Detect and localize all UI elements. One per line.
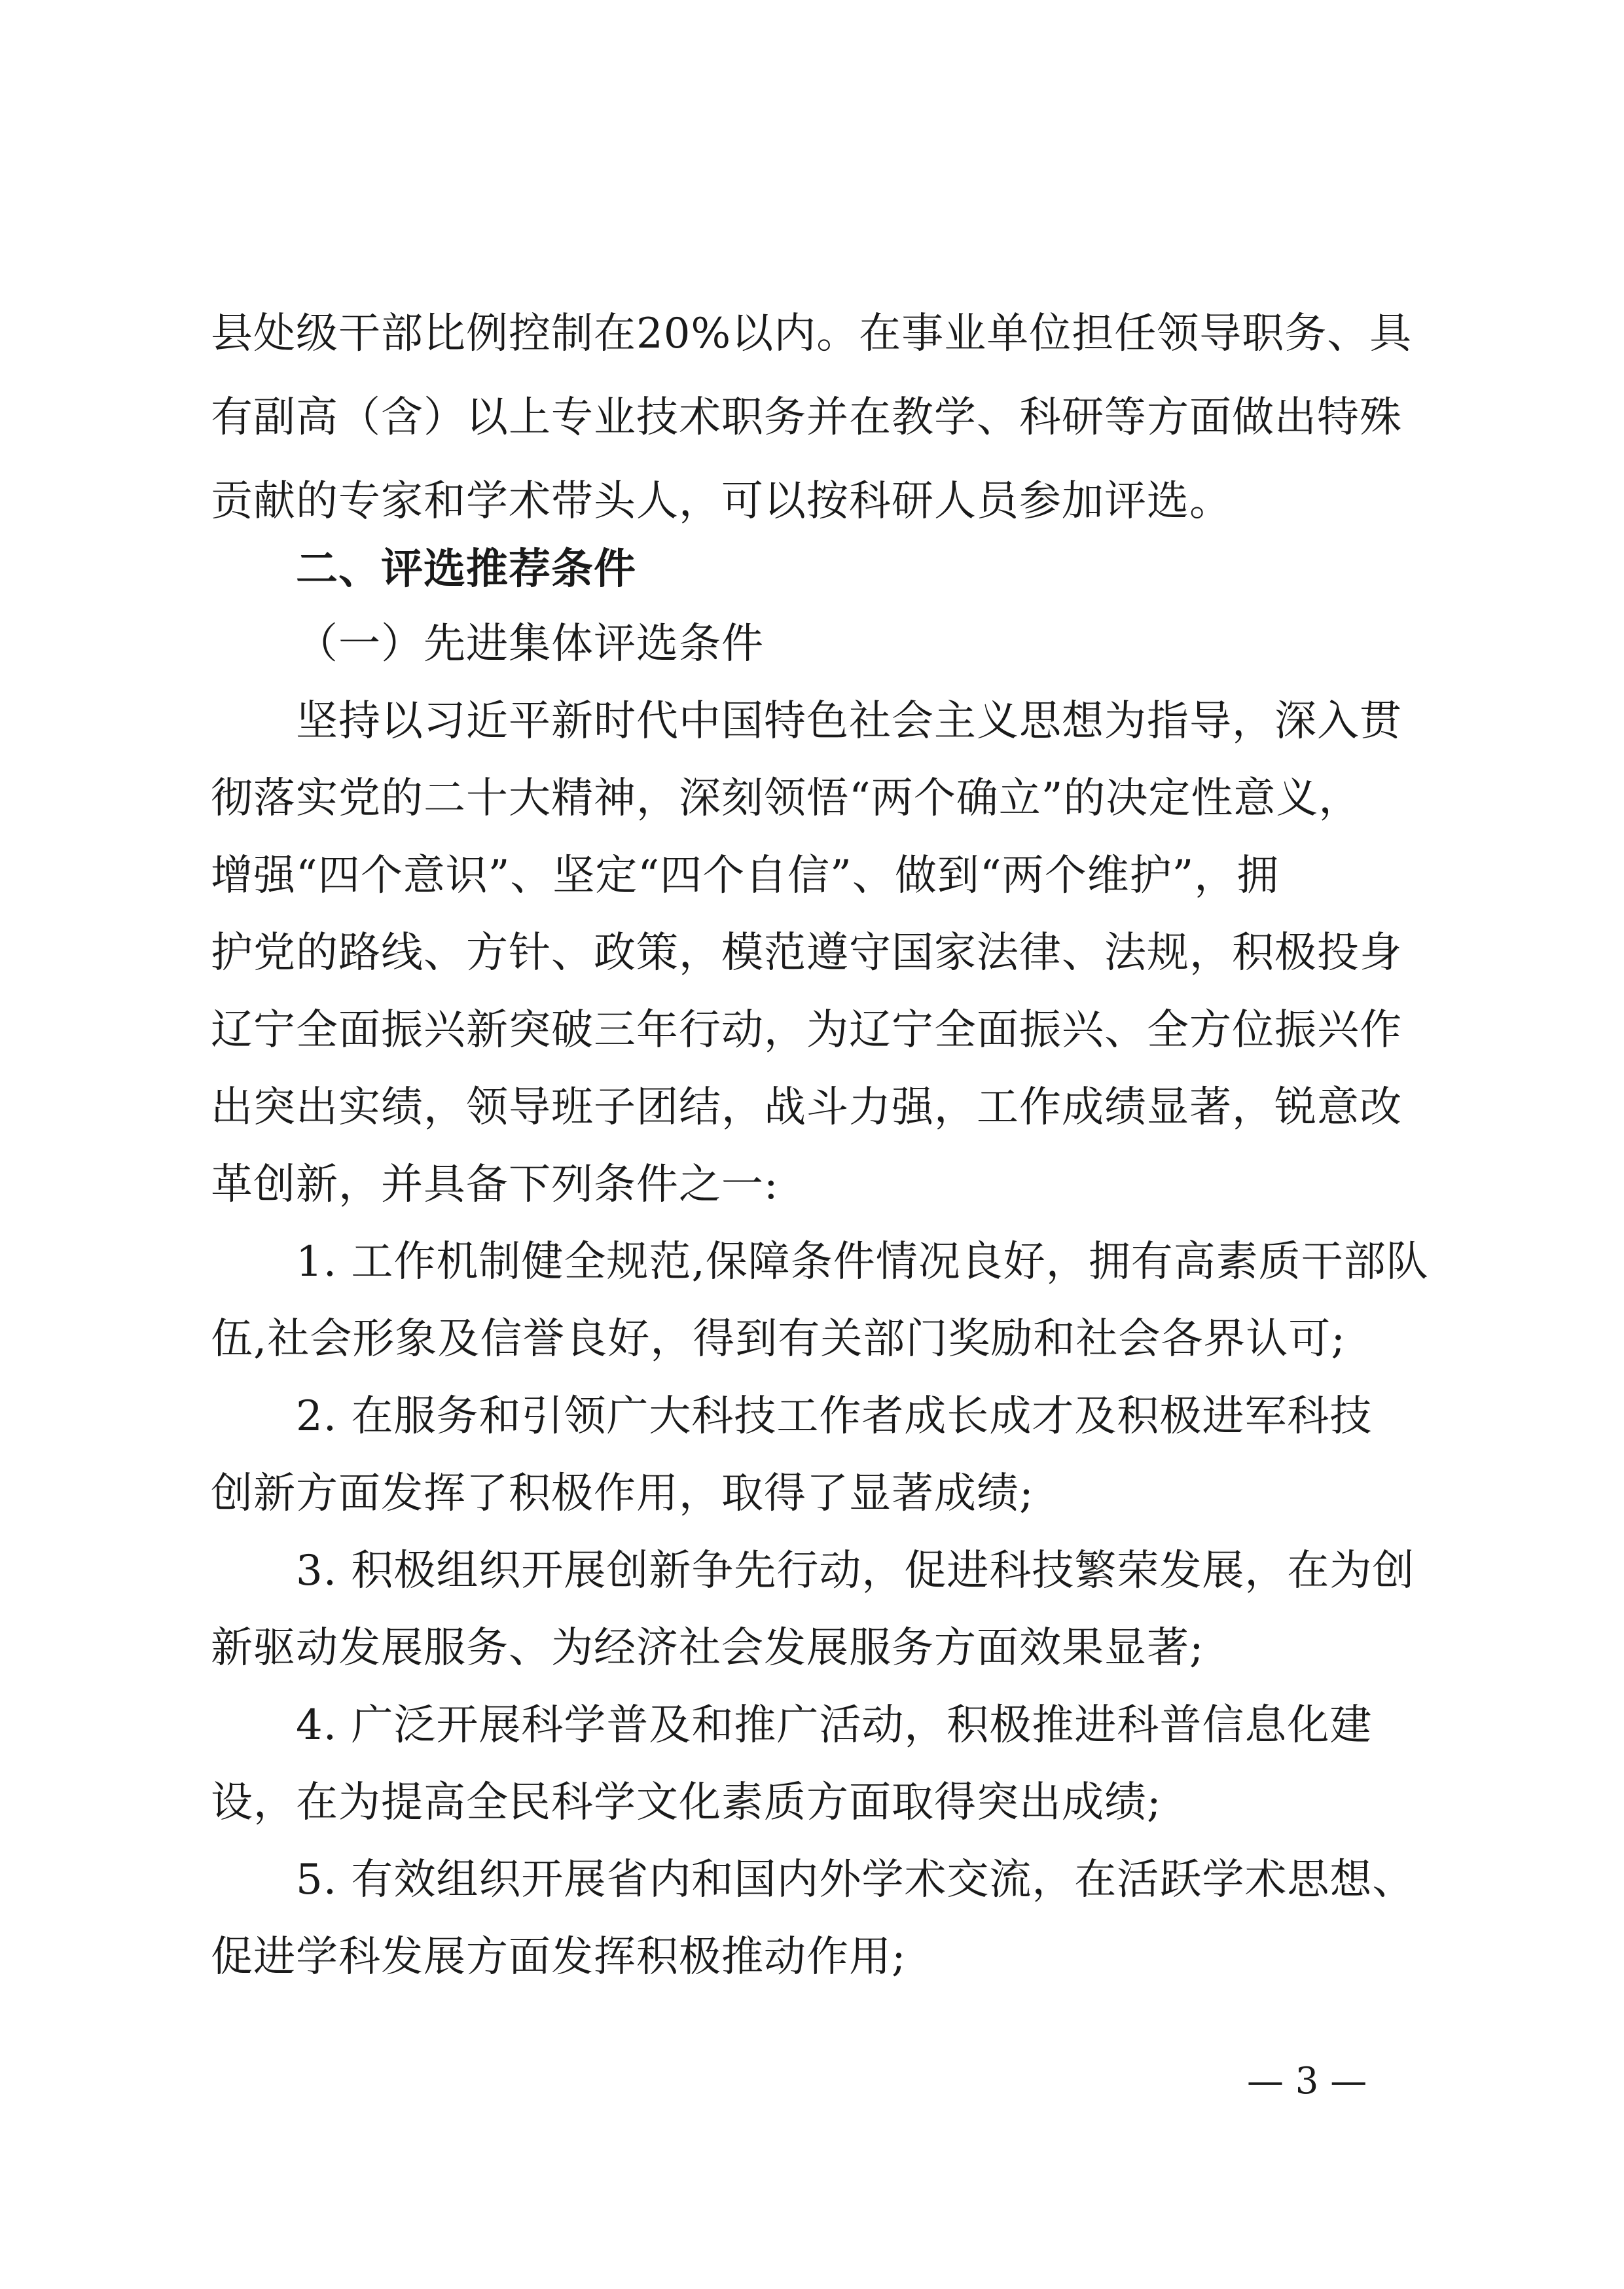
body-text-line: 增强“四个意识”、坚定“四个自信”、做到“两个维护”，拥 — [211, 852, 1280, 900]
body-text-line: 伍,社会形象及信誉良好，得到有关部门奖励和社会各界认可; — [211, 1315, 1346, 1363]
list-item-5: 5. 有效组织开展省内和国内外学术交流，在活跃学术思想、 — [296, 1856, 1415, 1904]
body-text-line: 彻落实党的二十大精神，深刻领悟“两个确立”的决定性意义， — [211, 774, 1362, 823]
body-text-line: 促进学科发展方面发挥积极推动作用; — [211, 1933, 907, 1981]
page-number: — 3 — — [1247, 2060, 1367, 2102]
list-item-1: 1. 工作机制健全规范,保障条件情况良好，拥有高素质干部队 — [296, 1238, 1429, 1286]
body-text-line: 坚持以习近平新时代中国特色社会主义思想为指导，深入贯 — [296, 697, 1402, 746]
list-item-4: 4. 广泛开展科学普及和推广活动，积极推进科普信息化建 — [296, 1701, 1373, 1750]
body-text-line: 县处级干部比例控制在20%以内。在事业单位担任领导职务、具 — [211, 310, 1413, 358]
list-item-2: 2. 在服务和引领广大科技工作者成长成才及积极进军科技 — [296, 1392, 1373, 1441]
body-text-line: 护党的路线、方针、政策，模范遵守国家法律、法规，积极投身 — [211, 929, 1402, 977]
subsection-heading: （一）先进集体评选条件 — [296, 620, 764, 668]
body-text-line: 创新方面发挥了积极作用，取得了显著成绩; — [211, 1469, 1034, 1518]
body-text-line: 辽宁全面振兴新突破三年行动，为辽宁全面振兴、全方位振兴作 — [211, 1006, 1402, 1054]
body-text-line: 新驱动发展服务、为经济社会发展服务方面效果显著; — [211, 1624, 1204, 1672]
section-heading: 二、评选推荐条件 — [296, 545, 636, 594]
body-text-line: 贡献的专家和学术带头人，可以按科研人员参加评选。 — [211, 477, 1232, 526]
list-item-3: 3. 积极组织开展创新争先行动，促进科技繁荣发展，在为创 — [296, 1547, 1415, 1595]
body-text-line: 出突出实绩，领导班子团结，战斗力强，工作成绩显著，锐意改 — [211, 1083, 1402, 1132]
body-text-line: 设，在为提高全民科学文化素质方面取得突出成绩; — [211, 1778, 1162, 1827]
body-text-line: 有副高（含）以上专业技术职务并在教学、科研等方面做出特殊 — [211, 393, 1402, 442]
body-text-line: 革创新，并具备下列条件之一: — [211, 1161, 779, 1209]
